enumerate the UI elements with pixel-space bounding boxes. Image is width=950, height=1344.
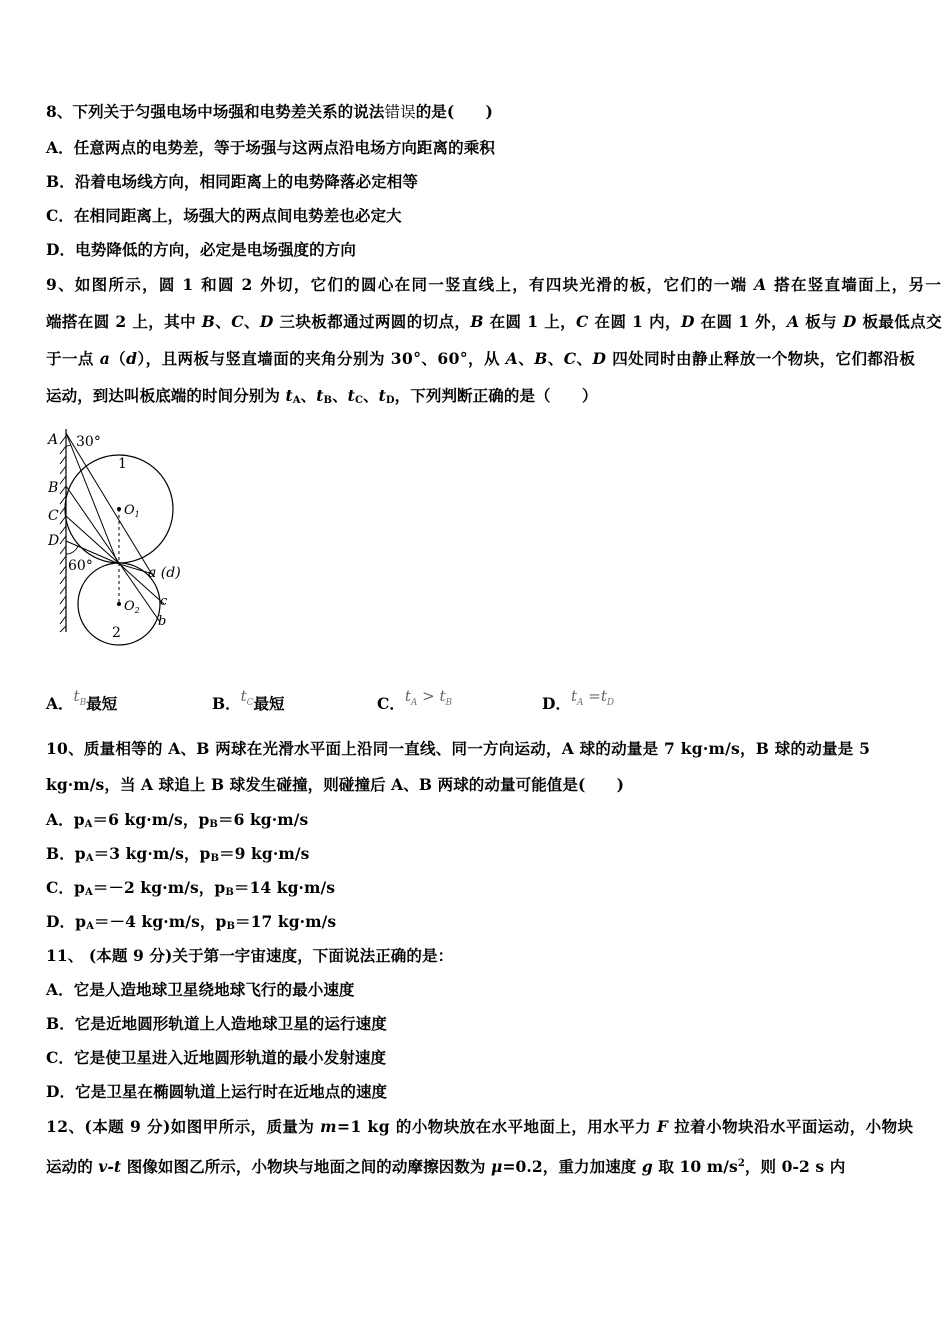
label-o1-sub: 1 xyxy=(134,510,140,519)
q11-option-d: D．它是卫星在椭圆轨道上运行时在近地点的速度 xyxy=(46,1082,388,1101)
q9-option-a xyxy=(46,687,118,716)
q12-text: 取 10 m/s xyxy=(652,1157,738,1176)
q9-options xyxy=(0,686,950,716)
q10-text: D．p xyxy=(46,912,87,931)
q10-sub: B xyxy=(210,853,220,864)
q12-var: v-t xyxy=(98,1157,122,1176)
q8-stem-pre: 8、下列关于匀强电场中场强和电势差关系的说法 xyxy=(46,102,385,121)
q9-text: 9、如图所示，圆 1 和圆 2 外切，它们的圆心在同一竖直线上，有四块光滑的板，它们的一端 xyxy=(46,275,755,294)
q9-option-b xyxy=(212,687,285,716)
q9-var: t xyxy=(285,386,293,405)
q9-text: 于一点 xyxy=(46,349,100,368)
q9-option-a-label: A． xyxy=(46,694,74,713)
center-o2 xyxy=(117,602,121,606)
q8-option-c: C．在相同距离上，场强大的两点间电势差也必定大 xyxy=(46,206,402,225)
q8-stem-post: 的是( ) xyxy=(415,102,493,121)
q9-option-d xyxy=(542,687,615,716)
q9-option-d-label: D． xyxy=(542,694,571,713)
q12-text: 图像如图乙所示，小物块与地面之间的动摩擦因数为 xyxy=(121,1157,491,1176)
q9-text: 端搭在圆 2 上，其中 xyxy=(46,312,202,331)
q9-text: 板与 xyxy=(799,312,843,331)
q9-text: 在圆 1 内， xyxy=(588,312,681,331)
q12-var: g xyxy=(641,1157,653,1176)
q12-line-1 xyxy=(46,1117,914,1137)
q10-option-d xyxy=(46,912,336,937)
q9-option-b-text: 最短 xyxy=(253,694,285,713)
q9-option-c-label: C． xyxy=(377,694,405,713)
q9-text: 板最低点交 xyxy=(856,312,942,331)
q11-option-c: C．它是使卫星进入近地圆形轨道的最小发射速度 xyxy=(46,1048,387,1067)
q12-text: ，则 0-2 s 内 xyxy=(744,1157,846,1176)
math-t: t xyxy=(240,687,247,705)
q9-text: 在圆 1 外， xyxy=(694,312,787,331)
q10-sub: B xyxy=(209,819,218,830)
q10-text: ＝3 kg·m/s，p xyxy=(93,844,211,863)
q9-text: （ xyxy=(110,349,127,368)
q9-var: C xyxy=(231,312,244,331)
center-o1 xyxy=(117,507,121,511)
q9-text: 、 xyxy=(300,386,317,405)
q12-var: μ xyxy=(491,1157,503,1176)
q12-text: 运动的 xyxy=(46,1157,99,1176)
q11-option-a: A．它是人造地球卫星绕地球飞行的最小速度 xyxy=(46,980,355,999)
q9-text: 四处同时由静止释放一个物块，它们都沿板 xyxy=(606,349,916,368)
q9-var: A xyxy=(754,275,768,294)
q10-option-c xyxy=(46,878,335,903)
q9-var: C xyxy=(563,349,577,368)
angle-30-arc xyxy=(66,445,71,446)
q9-var: C xyxy=(576,312,589,331)
q9-figure xyxy=(40,424,200,649)
math-t: t xyxy=(439,687,446,705)
q9-line-3 xyxy=(46,349,915,369)
q10-sub: B xyxy=(225,887,234,898)
q12-text: 12、(本题 9 分)如图甲所示，质量为 xyxy=(46,1117,321,1136)
q9-var: A xyxy=(786,312,800,331)
q12-sup: 2 xyxy=(737,1158,745,1169)
label-d: D xyxy=(48,533,60,549)
q9-line-2 xyxy=(46,312,942,332)
q9-text: 、 xyxy=(518,349,535,368)
q10-text: ＝9 kg·m/s xyxy=(219,844,310,863)
q8-option-a: A．任意两点的电势差，等于场强与这两点沿电场方向距离的乘积 xyxy=(46,138,495,157)
label-a: A xyxy=(48,432,59,448)
q10-text: C．p xyxy=(46,878,85,897)
math-op: = xyxy=(583,687,601,705)
q9-line-1 xyxy=(46,275,942,295)
math-t: t xyxy=(73,687,80,705)
q9-option-a-math xyxy=(73,687,87,708)
label-b: B xyxy=(48,480,59,496)
math-t: t xyxy=(404,687,411,705)
q9-var: D xyxy=(592,349,607,368)
q12-var: m xyxy=(320,1117,338,1136)
label-b-end: b xyxy=(158,614,167,629)
label-o2-sub: 2 xyxy=(134,606,140,615)
q9-var: D xyxy=(259,312,274,331)
q10-sub: A xyxy=(85,853,94,864)
label-circle-1: 1 xyxy=(118,456,127,472)
q11-stem: 11、 (本题 9 分)关于第一宇宙速度，下面说法正确的是： xyxy=(46,946,454,965)
label-c: C xyxy=(48,508,59,524)
label-circle-2: 2 xyxy=(112,625,121,641)
q9-var: D xyxy=(680,312,695,331)
q9-option-d-math xyxy=(570,687,615,708)
q10-text: B．p xyxy=(46,844,86,863)
q9-text: 在圆 1 上， xyxy=(483,312,577,331)
q9-text: 、 xyxy=(576,349,593,368)
q10-option-a xyxy=(46,810,308,835)
label-a-d: a (d) xyxy=(148,565,181,581)
q10-text: ＝6 kg·m/s xyxy=(217,810,309,829)
q9-sub: C xyxy=(354,395,363,406)
q9-sub: B xyxy=(323,395,333,406)
math-op: > xyxy=(417,687,440,705)
q9-line-4 xyxy=(46,386,597,411)
q9-var: t xyxy=(316,386,324,405)
q9-var: B xyxy=(534,349,548,368)
q9-var: B xyxy=(201,312,216,331)
label-o2 xyxy=(124,599,140,615)
q9-text: ，下列判断正确的是（ ） xyxy=(394,386,598,405)
q11-option-b: B．它是近地圆形轨道上人造地球卫星的运行速度 xyxy=(46,1014,387,1033)
board-b xyxy=(66,486,160,622)
math-sub: C xyxy=(246,698,254,708)
q10-text: ＝17 kg·m/s xyxy=(235,912,337,931)
q10-line-2: kg·m/s，当 A 球追上 B 球发生碰撞，则碰撞后 A、B 两球的动量可能值是( ) xyxy=(46,775,625,794)
q10-sub: B xyxy=(226,921,235,932)
q10-text: A．p xyxy=(46,810,85,829)
q9-text: 搭在竖直墙面上，另一 xyxy=(767,275,943,294)
q8-option-d: D．电势降低的方向，必定是电场强度的方向 xyxy=(46,240,356,259)
q9-text: ），且两板与竖直墙面的夹角分别为 30°、60°，从 xyxy=(137,349,506,368)
q8-option-b: B．沿着电场线方向，相同距离上的电势降落必定相等 xyxy=(46,172,419,191)
q12-text: =1 kg 的小物块放在水平地面上，用水平力 xyxy=(337,1117,657,1136)
q9-text: 、 xyxy=(547,349,564,368)
math-sub: A xyxy=(576,698,584,708)
q10-sub: A xyxy=(86,921,94,932)
q9-var: t xyxy=(347,386,355,405)
q10-text: ＝6 kg·m/s，p xyxy=(92,810,210,829)
wall-hatching xyxy=(60,436,66,632)
q10-sub: A xyxy=(84,887,93,898)
q10-text: ＝－2 kg·m/s，p xyxy=(92,878,226,897)
q9-var: A xyxy=(505,349,519,368)
q9-var: a xyxy=(99,349,111,368)
q10-text: ＝－4 kg·m/s，p xyxy=(93,912,227,931)
q8-stem xyxy=(46,102,493,122)
q9-var: t xyxy=(378,386,386,405)
label-o2-main: O xyxy=(124,599,135,614)
q12-line-2 xyxy=(46,1154,845,1177)
math-t: t xyxy=(600,687,607,705)
label-o1 xyxy=(124,503,140,519)
q10-option-b xyxy=(46,844,309,869)
label-c-end: c xyxy=(160,594,168,609)
math-sub: A xyxy=(410,698,418,708)
q10-sub: A xyxy=(84,819,93,830)
q9-text: 、 xyxy=(243,312,260,331)
q9-text: 、 xyxy=(332,386,348,405)
math-sub: D xyxy=(606,698,615,708)
q10-line-1: 10、质量相等的 A、B 两球在光滑水平面上沿同一直线、同一方向运动，A 球的动量是 7 kg·m/s，B 球的动量是 5 xyxy=(46,739,871,758)
q9-sub: A xyxy=(292,395,301,406)
angle-60-arc xyxy=(66,546,78,554)
q12-text: =0.2，重力加速度 xyxy=(502,1157,642,1176)
q9-text: 三块板都通过两圆的切点， xyxy=(273,312,471,331)
q9-option-c-math xyxy=(404,687,453,708)
label-60: 60° xyxy=(68,558,93,574)
q9-sub: D xyxy=(385,395,395,406)
q12-text: 拉着小物块沿水平面运动，小物块 xyxy=(668,1117,914,1136)
q9-var: B xyxy=(470,312,484,331)
q8-stem-emphasis: 错误 xyxy=(384,103,416,121)
q9-var: d xyxy=(126,349,138,368)
q9-text: 运动，到达叫板底端的时间分别为 xyxy=(46,386,286,405)
math-sub: B xyxy=(79,698,87,708)
q9-option-b-label: B． xyxy=(212,694,241,713)
math-sub: B xyxy=(445,698,453,708)
q12-var: F xyxy=(656,1117,669,1136)
label-30: 30° xyxy=(76,434,101,450)
q9-var: D xyxy=(842,312,857,331)
q9-text: 、 xyxy=(215,312,232,331)
q9-option-b-math xyxy=(240,687,254,708)
math-t: t xyxy=(570,687,577,705)
q9-option-c xyxy=(377,687,453,716)
q10-text: ＝14 kg·m/s xyxy=(233,878,336,897)
q9-text: 、 xyxy=(363,386,379,405)
label-o1-main: O xyxy=(124,503,135,518)
q9-option-a-text: 最短 xyxy=(86,694,118,713)
